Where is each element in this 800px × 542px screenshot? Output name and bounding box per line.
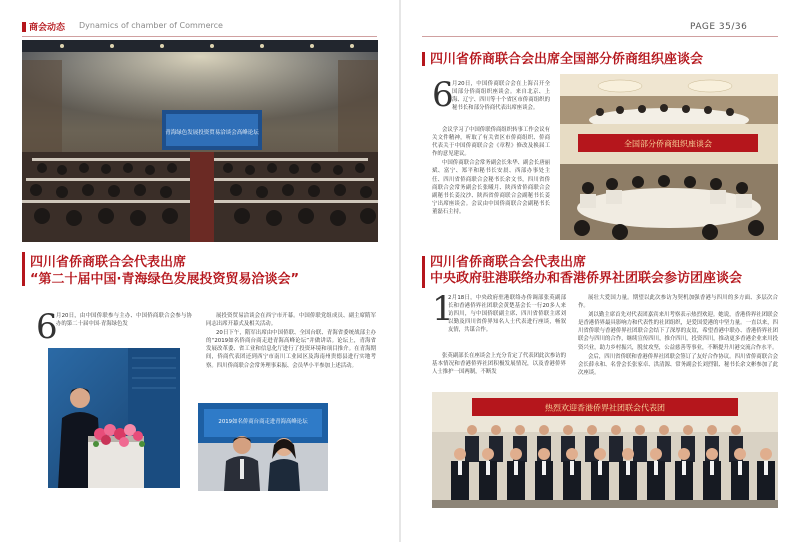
bottom-col2-p2: 刘以勤主席首先对代表团嘉宾来川考察表示热烈欢迎。她说，香港侨界社团联会是香港侨界最具影响力和代表性的社团组织，是爱国爱港的中坚力量。一直以来，四川省侨联与香港侨界社团联合会结下了深厚的友谊，希望香港中联办、香港侨界社团联会与四川的合作，继续宣传四川，推介四川，投资四川，推动更多香港企业来川投资兴业，助力乡村振兴，脱贫攻坚，公益慈善等事业，不断提升川港交流合作水平。: [578, 312, 778, 351]
group-banner-text: 热烈欢迎香港侨界社团联会代表团: [545, 403, 665, 413]
article-body-p1: 展投资贸易洽谈会在西宁市开幕。中国侨联党组成员、副主席隋军同志出席开幕式及相关活动。: [206, 313, 376, 328]
stage-banner-text: 全国部分侨商组织座谈会: [624, 139, 712, 149]
top-lead: 月20日，中国侨商联合会在上海召开全国部分侨商组织座谈会。来自北京、上海、辽宁、四川等十个省区市侨商组织的秘书长和部分侨商代表出席座谈会。: [452, 81, 550, 112]
dropcap-bottom: 1: [432, 289, 454, 329]
page-gutter: [399, 0, 401, 542]
article-bottom-title-line2: 中央政府驻港联络办和香港侨界社团联会参访团座谈会: [430, 271, 743, 286]
top-body-p2: 会议学习了中国侨联侨商组织转事工作会议有关文件精神，听取了有关省区市侨商组织、侨商代表关于中国侨商联合会《章程》修改及换届工作的意见建议。: [432, 127, 550, 158]
group-photo: [432, 392, 778, 508]
top-body: [432, 126, 550, 217]
seminar-photo: [560, 124, 778, 240]
section-label: 商会动态: [29, 23, 66, 33]
bottom-col1-p2: 张英副部长在座谈会上充分肯定了代表团此次参访的基本情况和香港侨界社团积极发展情况，以及香港侨界人士推护一国两制，不断发: [432, 353, 566, 376]
article-lead: 月20日，由中国侨联参与主办、中国侨商联合会参与协办的第二十届中国·青海绿色发: [56, 313, 192, 328]
speaker-podium-photo: [48, 348, 180, 488]
header-rule-right: [422, 36, 778, 37]
dropcap: 6: [36, 307, 58, 347]
bottom-col2: [578, 294, 778, 378]
headline-bar-top: [422, 52, 425, 66]
top-body-p3: 中国侨商联合会常务副会长朱华、副会长唐丽斌、富宁、郑平和秘书长安晨、西部办事处主任、四川省侨商联合会秘书长余文书，四川省侨商联合会常务副会长张曦月、陕西省侨商联合会副秘书长姜汶沙、陕西省侨商联合会副秘书长姜宁出席座谈会。会议由中国侨商联合会副秘书长董磊石主持。: [432, 160, 550, 215]
bottom-col2-p3: 会后，四川省侨联和香港侨界社团联会签订了友好合作协议。四川省侨商联合会会长薛永和、名誉会长张家卓、洪清源、常务副会长刘烈银、秘书长余文彬参加了此次座谈。: [578, 353, 778, 376]
article-title-line1: 四川省侨商联合会代表出席: [30, 255, 187, 270]
section-marker: [22, 22, 26, 32]
article-title-top: 四川省侨商联合会出席全国部分侨商组织座谈会: [430, 52, 704, 67]
headline-bar-bottom: [422, 256, 425, 288]
article-title-line2: “第二十届中国·青海绿色发展投资贸易洽谈会”: [30, 272, 300, 287]
header-rule-left: [22, 36, 377, 37]
poster-text: 2019如名侨商台商走进青海高峰论坛: [218, 419, 308, 425]
conference-hall-photo: [22, 40, 378, 242]
article-bottom-title-line1: 四川省侨商联合会代表出席: [430, 255, 587, 270]
bottom-col1-body: [432, 352, 566, 377]
bottom-col1-lead: 2月18日，中央政府驻港联络办侨调部张英副部长和香港侨界社团联会黄楚基会长一行20多人来访四川，与中国侨联副主席、四川省侨联主席刘以勤及四川省侨界知名人士代表进行座谈，畅叙友情，共谋合作。: [448, 295, 566, 334]
headline-bar: [22, 252, 25, 286]
dropcap-top: 6: [432, 75, 454, 115]
page-number: PAGE 35/36: [690, 22, 748, 32]
two-delegates-photo: [198, 403, 328, 491]
bottom-col2-p1: 展壮大爱国力量。期望以此次参访为契机加强香港与四川的多方面、多层次合作。: [578, 295, 778, 310]
article-body: [206, 312, 376, 371]
stage-screen-text: 青海绿色发展投资贸易洽谈会高峰论坛: [165, 130, 259, 136]
section-subtitle: Dynamics of chamber of Commerce: [79, 21, 223, 30]
article-body-p2: 20日下午，隋军出席由中国侨联、全国台联、青海省委统战部主办的“2019如名侨商台商走进青海高峰论坛”并做讲话。论坛上，青海省发展改革委、省工业和信息化厅进行了投资环境和项目推介。在青海期间，侨商代表团还到西宁市南川工业园区及海南州贵德县进行实地考察。四川侨商联合会常务理事束振、会员华小平参加上述活动。: [206, 330, 376, 369]
